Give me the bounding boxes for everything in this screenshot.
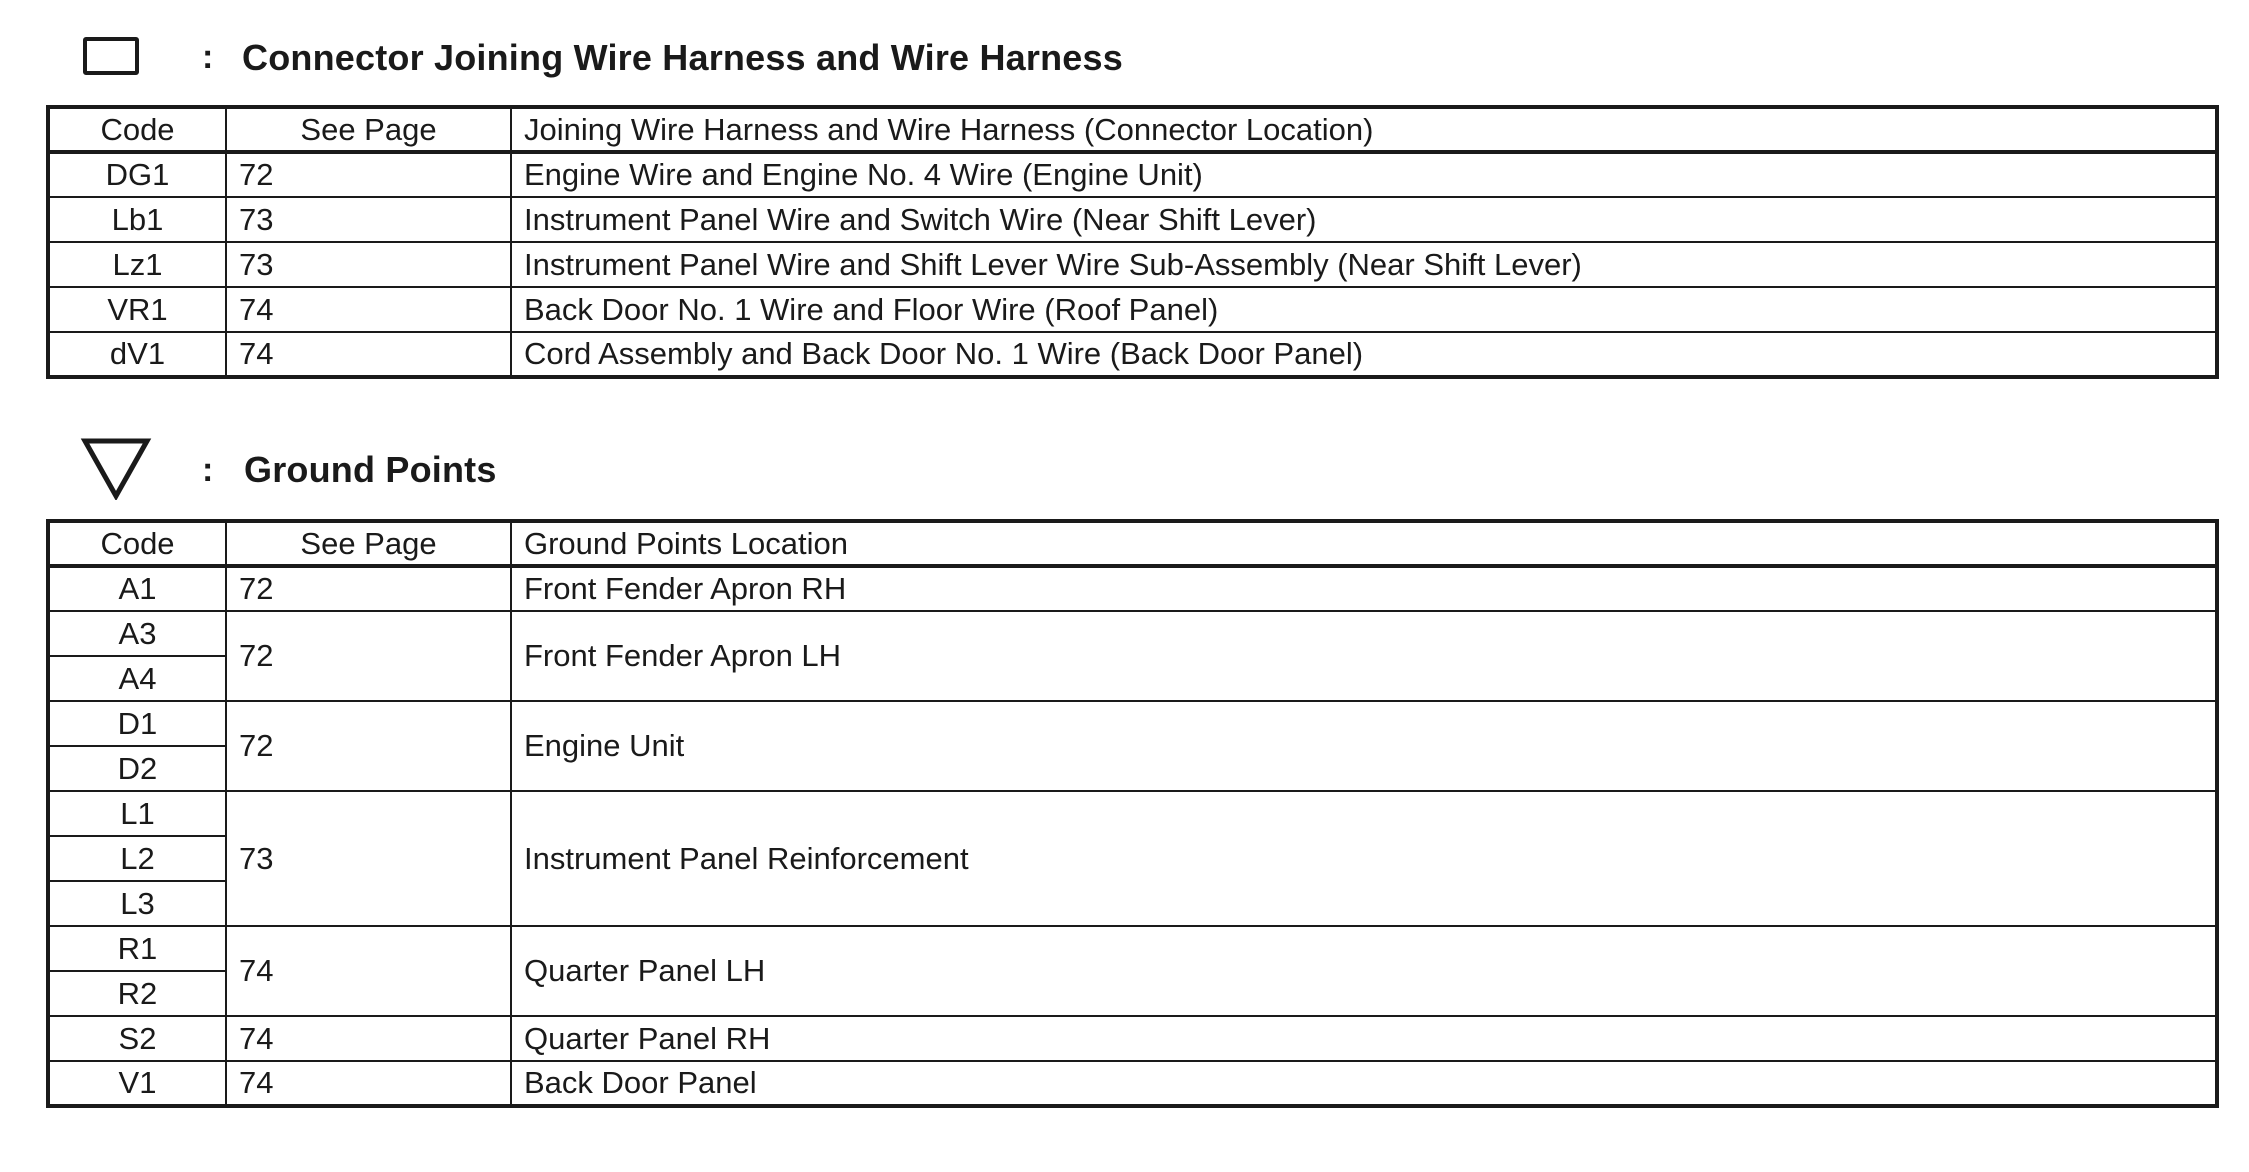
code-cell: S2 <box>48 1016 226 1061</box>
code-cell: DG1 <box>48 152 226 197</box>
location-cell: Back Door Panel <box>511 1061 2217 1106</box>
code-cell: D1 <box>48 701 226 746</box>
down-triangle-icon <box>80 436 152 500</box>
code-cell: Lz1 <box>48 242 226 287</box>
see-page-cell: 73 <box>226 197 511 242</box>
connector-table <box>46 105 2219 379</box>
table-row <box>48 197 2217 242</box>
header-location: Joining Wire Harness and Wire Harness (Connector Location) <box>511 107 2217 152</box>
see-page-cell: 72 <box>226 701 511 791</box>
location-cell: Engine Wire and Engine No. 4 Wire (Engine Unit) <box>511 152 2217 197</box>
code-cell: D2 <box>48 746 226 791</box>
code-cell: dV1 <box>48 332 226 377</box>
table-row <box>48 332 2217 377</box>
ground-section-colon: : <box>202 451 214 489</box>
code-cell: L1 <box>48 791 226 836</box>
header-see-page: See Page <box>226 521 511 566</box>
table-row <box>48 791 2217 836</box>
location-cell: Front Fender Apron RH <box>511 566 2217 611</box>
location-cell: Quarter Panel RH <box>511 1016 2217 1061</box>
table-row <box>48 1016 2217 1061</box>
see-page-cell: 73 <box>226 791 511 926</box>
see-page-cell: 72 <box>226 611 511 701</box>
location-cell: Instrument Panel Reinforcement <box>511 791 2217 926</box>
location-cell: Engine Unit <box>511 701 2217 791</box>
location-cell: Cord Assembly and Back Door No. 1 Wire (Back Door Panel) <box>511 332 2217 377</box>
code-cell: L2 <box>48 836 226 881</box>
code-cell: A1 <box>48 566 226 611</box>
table-row <box>48 242 2217 287</box>
table-row <box>48 152 2217 197</box>
see-page-cell: 73 <box>226 242 511 287</box>
see-page-cell: 72 <box>226 152 511 197</box>
see-page-cell: 72 <box>226 566 511 611</box>
location-cell: Quarter Panel LH <box>511 926 2217 1016</box>
code-cell: A4 <box>48 656 226 701</box>
header-see-page: See Page <box>226 107 511 152</box>
code-cell: L3 <box>48 881 226 926</box>
code-cell: R2 <box>48 971 226 1016</box>
location-cell: Front Fender Apron LH <box>511 611 2217 701</box>
table-row <box>48 287 2217 332</box>
table-header-row <box>48 521 2217 566</box>
header-location: Ground Points Location <box>511 521 2217 566</box>
see-page-cell: 74 <box>226 1061 511 1106</box>
ground-points-table <box>46 519 2219 1108</box>
see-page-cell: 74 <box>226 1016 511 1061</box>
location-cell: Back Door No. 1 Wire and Floor Wire (Roof Panel) <box>511 287 2217 332</box>
table-row <box>48 1061 2217 1106</box>
table-header-row <box>48 107 2217 152</box>
table-row <box>48 611 2217 656</box>
see-page-cell: 74 <box>226 926 511 1016</box>
code-cell: A3 <box>48 611 226 656</box>
code-cell: VR1 <box>48 287 226 332</box>
header-code: Code <box>48 521 226 566</box>
code-cell: R1 <box>48 926 226 971</box>
location-cell: Instrument Panel Wire and Switch Wire (Near Shift Lever) <box>511 197 2217 242</box>
connector-section-colon: : <box>202 38 214 76</box>
ground-section-title: Ground Points <box>244 449 497 490</box>
header-code: Code <box>48 107 226 152</box>
location-cell: Instrument Panel Wire and Shift Lever Wire Sub-Assembly (Near Shift Lever) <box>511 242 2217 287</box>
table-row <box>48 926 2217 971</box>
table-row <box>48 701 2217 746</box>
code-cell: V1 <box>48 1061 226 1106</box>
connector-section-title: Connector Joining Wire Harness and Wire Harness <box>242 37 1123 78</box>
see-page-cell: 74 <box>226 332 511 377</box>
see-page-cell: 74 <box>226 287 511 332</box>
table-row <box>48 566 2217 611</box>
code-cell: Lb1 <box>48 197 226 242</box>
rectangle-icon <box>83 37 139 75</box>
